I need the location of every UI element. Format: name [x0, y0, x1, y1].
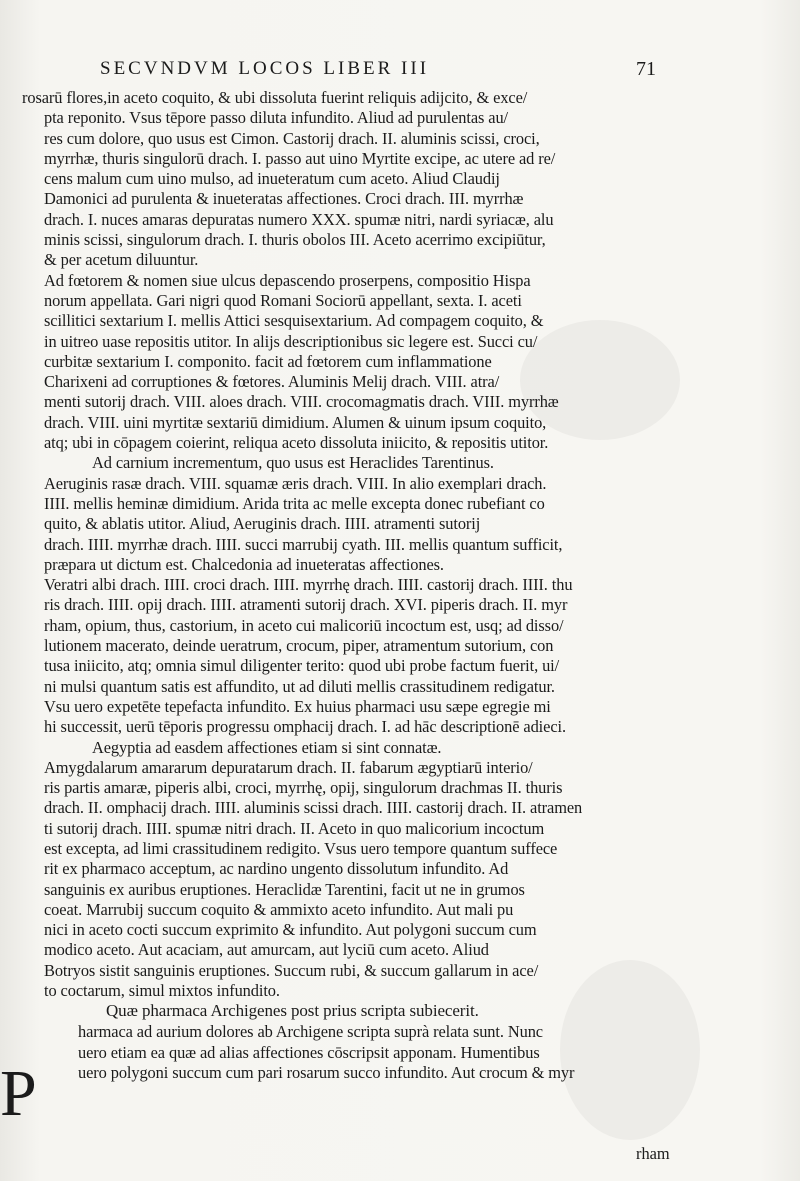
section-part4: [22, 758, 684, 1002]
text-line: IIII. mellis heminæ dimidium. Arida trita ac melle excepta donec rubefiant co: [44, 493, 545, 513]
text-line: drach. II. omphacij drach. IIII. aluminis scissi drach. IIII. castorij drach. II. atramen: [44, 798, 583, 818]
text-line: atq; ubi in cōpagem coierint, reliqua aceto dissoluta iniicito, & repositis utitor.: [44, 433, 549, 453]
section-part3: [22, 474, 684, 738]
section-heading-aegyptia: Aegyptia ad easdem affectiones etiam si sint connatæ.: [92, 737, 442, 757]
text-line: rosarū flores,in aceto coquito, & ubi dissoluta fuerint reliquis adijcito, & exce/: [22, 88, 528, 107]
page-body: [22, 88, 684, 1083]
text-line: drach. VIII. uini myrtitæ sextariū dimidium. Alumen & uinum ipsum coquito,: [44, 412, 547, 432]
section-part2: [22, 271, 684, 454]
text-line: norum appellata. Gari nigri quod Romani Sociorū appellant, sexta. I. aceti: [44, 290, 522, 310]
text-line: Botryos sistit sanguinis eruptiones. Succum rubi, & succum gallarum in ace/: [44, 960, 539, 980]
text-line: uero etiam ea quæ ad alias affectiones cōscripsit apponam. Humentibus: [78, 1042, 540, 1062]
text-line: Aeruginis rasæ drach. VIII. squamæ æris drach. VIII. In alio exemplari drach.: [44, 473, 547, 493]
text-line: res cum dolore, quo usus est Cimon. Castorij drach. II. aluminis scissi, croci,: [44, 128, 540, 148]
running-head-title: SECVNDVM LOCOS LIBER III: [100, 58, 430, 79]
text-line: ti sutorij drach. IIII. spumæ nitri drach. II. Aceto in quo malicorium incoctum: [44, 818, 545, 838]
text-line: pta reponito. Vsus tēpore passo diluta infundito. Aliud ad purulentas au/: [44, 108, 509, 128]
text-line: ris partis amaræ, piperis albi, croci, myrrhę, opij, singulorum drachmas II. thuris: [44, 778, 563, 798]
running-head: [100, 58, 660, 86]
text-line: Ad fœtorem & nomen siue ulcus depascendo proserpens, compositio Hispa: [44, 270, 531, 290]
text-line: Charixeni ad corruptiones & fœtores. Aluminis Melij drach. VIII. atra/: [44, 372, 500, 392]
text-line: modico aceto. Aut acaciam, aut amurcam, aut lyciū cum aceto. Aliud: [44, 940, 489, 960]
text-line: est excepta, ad limi crassitudinem redigito. Vsus uero tempore quantum suffece: [44, 838, 558, 858]
catchword: rham: [636, 1144, 670, 1163]
text-line: Vsu uero expetēte tepefacta infundito. Ex huius pharmaci usu sæpe egregie mi: [44, 696, 551, 716]
section-part1: [22, 88, 684, 271]
text-line: sanguinis ex auribus eruptiones. Heraclidæ Tarentini, facit ut ne in grumos: [44, 879, 525, 899]
text-line: tusa iniicito, atq; omnia simul diligenter terito: quod ubi probe factum fuerit, ui/: [44, 656, 560, 676]
text-line: myrrhæ, thuris singulorū drach. I. passo aut uino Myrtite excipe, ac utere ad re/: [44, 148, 556, 168]
section-part5: [22, 1022, 684, 1083]
text-line: cens malum cum uino mulso, ad inueteratum cum aceto. Aliud Claudij: [44, 169, 500, 189]
text-line: uero polygoni succum cum pari rosarum succo infundito. Aut crocum & myr: [78, 1062, 575, 1082]
text-line: in uitreo uase repositis utitor. In alijs descriptionibus sic legere est. Succi cu/: [44, 331, 538, 351]
text-line: ris drach. IIII. opij drach. IIII. atramenti sutorij drach. XVI. piperis drach. II. myr: [44, 595, 568, 615]
folio-number: 71: [636, 58, 656, 80]
text-line: harmaca ad aurium dolores ab Archigene scripta suprà relata sunt. Nunc: [78, 1022, 543, 1042]
section-heading-ad-carnium: Ad carnium incrementum, quo usus est Heraclides Tarentinus.: [92, 453, 494, 473]
text-line: Damonici ad purulenta & inueteratas affectiones. Croci drach. III. myrrhæ: [44, 189, 524, 209]
text-line: drach. IIII. myrrhæ drach. IIII. succi marrubij cyath. III. mellis quantum sufficit,: [44, 534, 563, 554]
text-line: Amygdalarum amararum depuratarum drach. II. fabarum ægyptiarū interio/: [44, 757, 533, 777]
text-line: curbitæ sextarium I. componito. facit ad fœtorem cum inflammatione: [44, 351, 492, 371]
text-line: minis scissi, singulorum drach. I. thuris obolos III. Aceto acerrimo excipiūtur,: [44, 230, 546, 250]
text-line: lutionem macerato, deinde ueratrum, crocum, piper, atramentum sutorium, con: [44, 636, 554, 656]
text-line: to coctarum, simul mixtos infundito.: [44, 981, 280, 1001]
drop-capital: P: [0, 1057, 37, 1130]
text-line: rham, opium, thus, castorium, in aceto cui malicoriū incoctum est, usq; ad disso/: [44, 615, 564, 635]
text-line: ni mulsi quantum satis est affundito, ut ad diluti mellis crassitudinem redigatur.: [44, 676, 555, 696]
text-line: coeat. Marrubij succum coquito & ammixto aceto infundito. Aut mali pu: [44, 899, 514, 919]
text-line: quito, & ablatis utitor. Aliud, Aeruginis drach. IIII. atramenti sutorij: [44, 514, 481, 534]
text-line: Veratri albi drach. IIII. croci drach. IIII. myrrhę drach. IIII. castorij drach. IIII. thu: [44, 575, 573, 595]
text-line: menti sutorij drach. VIII. aloes drach. VIII. crocomagmatis drach. VIII. myrrhæ: [44, 392, 559, 412]
section-heading-archigenes: Quæ pharmaca Archigenes post prius scripta subiecerit.: [106, 1001, 479, 1021]
text-line: scillitici sextarium I. mellis Attici sesquisextarium. Ad compagem coquito, &: [44, 311, 544, 331]
text-line: rit ex pharmaco acceptum, ac nardino ungento dissolutum infundito. Ad: [44, 859, 509, 879]
text-line: præpara ut dictum est. Chalcedonia ad inueteratas affectiones.: [44, 554, 444, 574]
text-line: hi successit, uerū tēporis progressu omphacij drach. I. ad hāc descriptionē adieci.: [44, 717, 566, 737]
text-line: drach. I. nuces amaras depuratas numero XXX. spumæ nitri, nardi syriacæ, alu: [44, 209, 554, 229]
text-line: nici in aceto cocti succum exprimito & infundito. Aut polygoni succum cum: [44, 920, 537, 940]
text-line: & per acetum diluuntur.: [44, 250, 199, 270]
